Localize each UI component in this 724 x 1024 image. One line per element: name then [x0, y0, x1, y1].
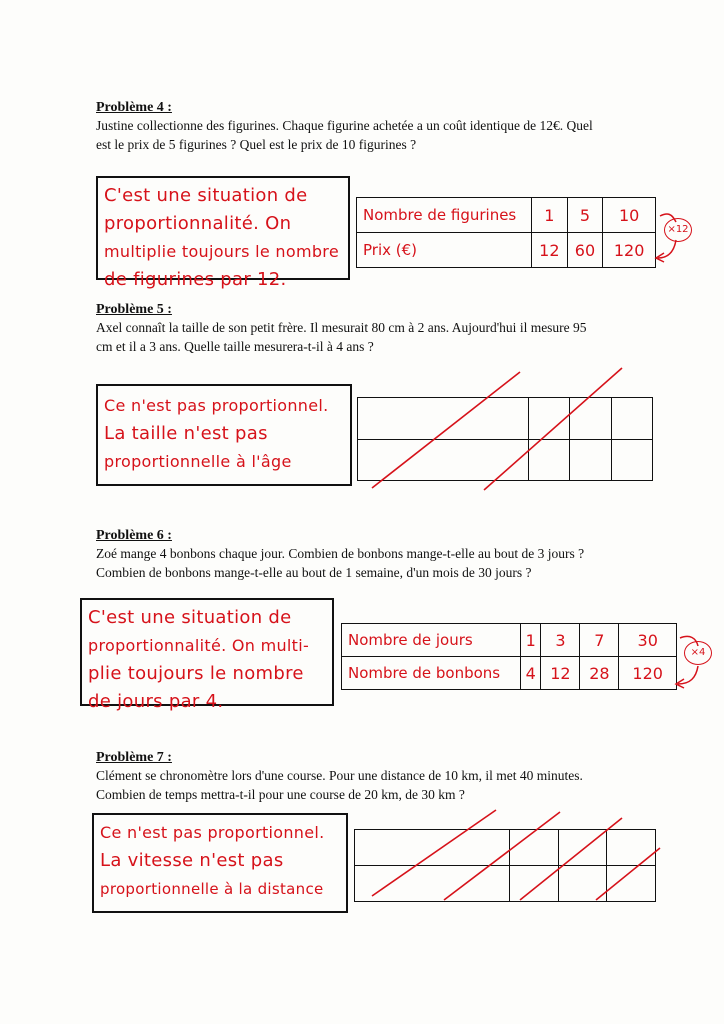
table-cell: 5 [567, 198, 603, 233]
problem-5-line-2: cm et il a 3 ans. Quelle taille mesurera-t-il à 4 ans ? [96, 339, 374, 354]
multiplier-arrow [658, 240, 676, 258]
table-cell: 7 [580, 624, 619, 657]
answer-line: multiplie toujours le nombre [104, 242, 339, 261]
arrow-head [656, 253, 664, 262]
table-cell [607, 830, 656, 866]
problem-4-answer [96, 176, 350, 290]
table-cell [570, 439, 611, 481]
problem-6-table [341, 623, 677, 690]
table-cell: 120 [619, 657, 677, 690]
problem-5-table [357, 397, 653, 481]
table-cell [611, 398, 652, 440]
problem-6-line-1: Zoé mange 4 bonbons chaque jour. Combien de bonbons mange-t-elle au bout de 3 jours ? [96, 546, 585, 561]
problem-5-line-1: Axel connaît la taille de son petit frère. Il mesurait 80 cm à 2 ans. Aujourd'hui il mesure 95 [96, 320, 587, 335]
table-cell [558, 830, 607, 866]
table-cell: 10 [603, 198, 656, 233]
answer-line: plie toujours le nombre [88, 663, 304, 684]
answer-line: de jours par 4. [88, 691, 224, 712]
table-cell [510, 866, 559, 902]
answer-line: La taille n'est pas [104, 423, 268, 444]
answer-line: proportionnalité. On multi- [88, 636, 310, 655]
table-cell [510, 830, 559, 866]
problem-7-answer [92, 813, 348, 913]
multiplier-badge: ×12 [664, 218, 692, 242]
table-cell: 4 [521, 657, 541, 690]
table-cell: 1 [532, 198, 568, 233]
table-cell: 12 [532, 233, 568, 268]
table-cell [611, 439, 652, 481]
table-cell [355, 866, 510, 902]
problem-4-line-1: Justine collectionne des figurines. Chaque figurine achetée a un coût identique de 12€. Quel [96, 118, 593, 133]
table-cell [558, 866, 607, 902]
problem-7-table [354, 829, 656, 902]
problem-5-answer [96, 384, 352, 486]
problem-4-line-2: est le prix de 5 figurines ? Quel est le prix de 10 figurines ? [96, 137, 417, 152]
table-cell [607, 866, 656, 902]
problem-6-line-2: Combien de bonbons mange-t-elle au bout de 1 semaine, d'un mois de 30 jours ? [96, 565, 532, 580]
problem-4 [96, 100, 696, 154]
table-cell: 3 [541, 624, 580, 657]
table-row-label: Nombre de jours [342, 624, 521, 657]
table-cell: 120 [603, 233, 656, 268]
table-cell: 28 [580, 657, 619, 690]
problem-5-title: Problème 5 : [96, 302, 172, 317]
table-cell: 1 [521, 624, 541, 657]
problem-7 [96, 750, 696, 804]
answer-line: La vitesse n'est pas [100, 850, 284, 871]
answer-line: Ce n'est pas proportionnel. [100, 823, 325, 842]
table-row-label: Prix (€) [357, 233, 532, 268]
problem-4-title: Problème 4 : [96, 100, 172, 115]
table-row-label: Nombre de bonbons [342, 657, 521, 690]
arrow-head [676, 679, 684, 688]
problem-7-line-1: Clément se chronomètre lors d'une course. Pour une distance de 10 km, il met 40 minutes. [96, 768, 583, 783]
problem-6 [96, 528, 706, 582]
multiplier-badge: ×4 [684, 641, 712, 665]
problem-5 [96, 302, 696, 356]
table-cell [570, 398, 611, 440]
table-cell: 60 [567, 233, 603, 268]
answer-line: proportionnelle à la distance [100, 880, 324, 898]
problem-7-line-2: Combien de temps mettra-t-il pour une course de 20 km, de 30 km ? [96, 787, 465, 802]
answer-line: de figurines par 12. [104, 269, 287, 290]
table-cell [529, 398, 570, 440]
table-cell [529, 439, 570, 481]
answer-line: Ce n'est pas proportionnel. [104, 396, 329, 415]
table-cell: 30 [619, 624, 677, 657]
answer-line: C'est une situation de [88, 607, 292, 628]
answer-line: proportionnelle à l'âge [104, 452, 292, 471]
multiplier-arrow [678, 666, 698, 684]
table-cell: 12 [541, 657, 580, 690]
answer-line: proportionnalité. On [104, 213, 292, 234]
answer-line: C'est une situation de [104, 185, 308, 206]
table-row-label: Nombre de figurines [357, 198, 532, 233]
table-cell [358, 398, 529, 440]
problem-6-title: Problème 6 : [96, 528, 172, 543]
table-cell [355, 830, 510, 866]
problem-4-table [356, 197, 656, 268]
table-cell [358, 439, 529, 481]
problem-7-title: Problème 7 : [96, 750, 172, 765]
problem-6-answer [80, 598, 334, 712]
